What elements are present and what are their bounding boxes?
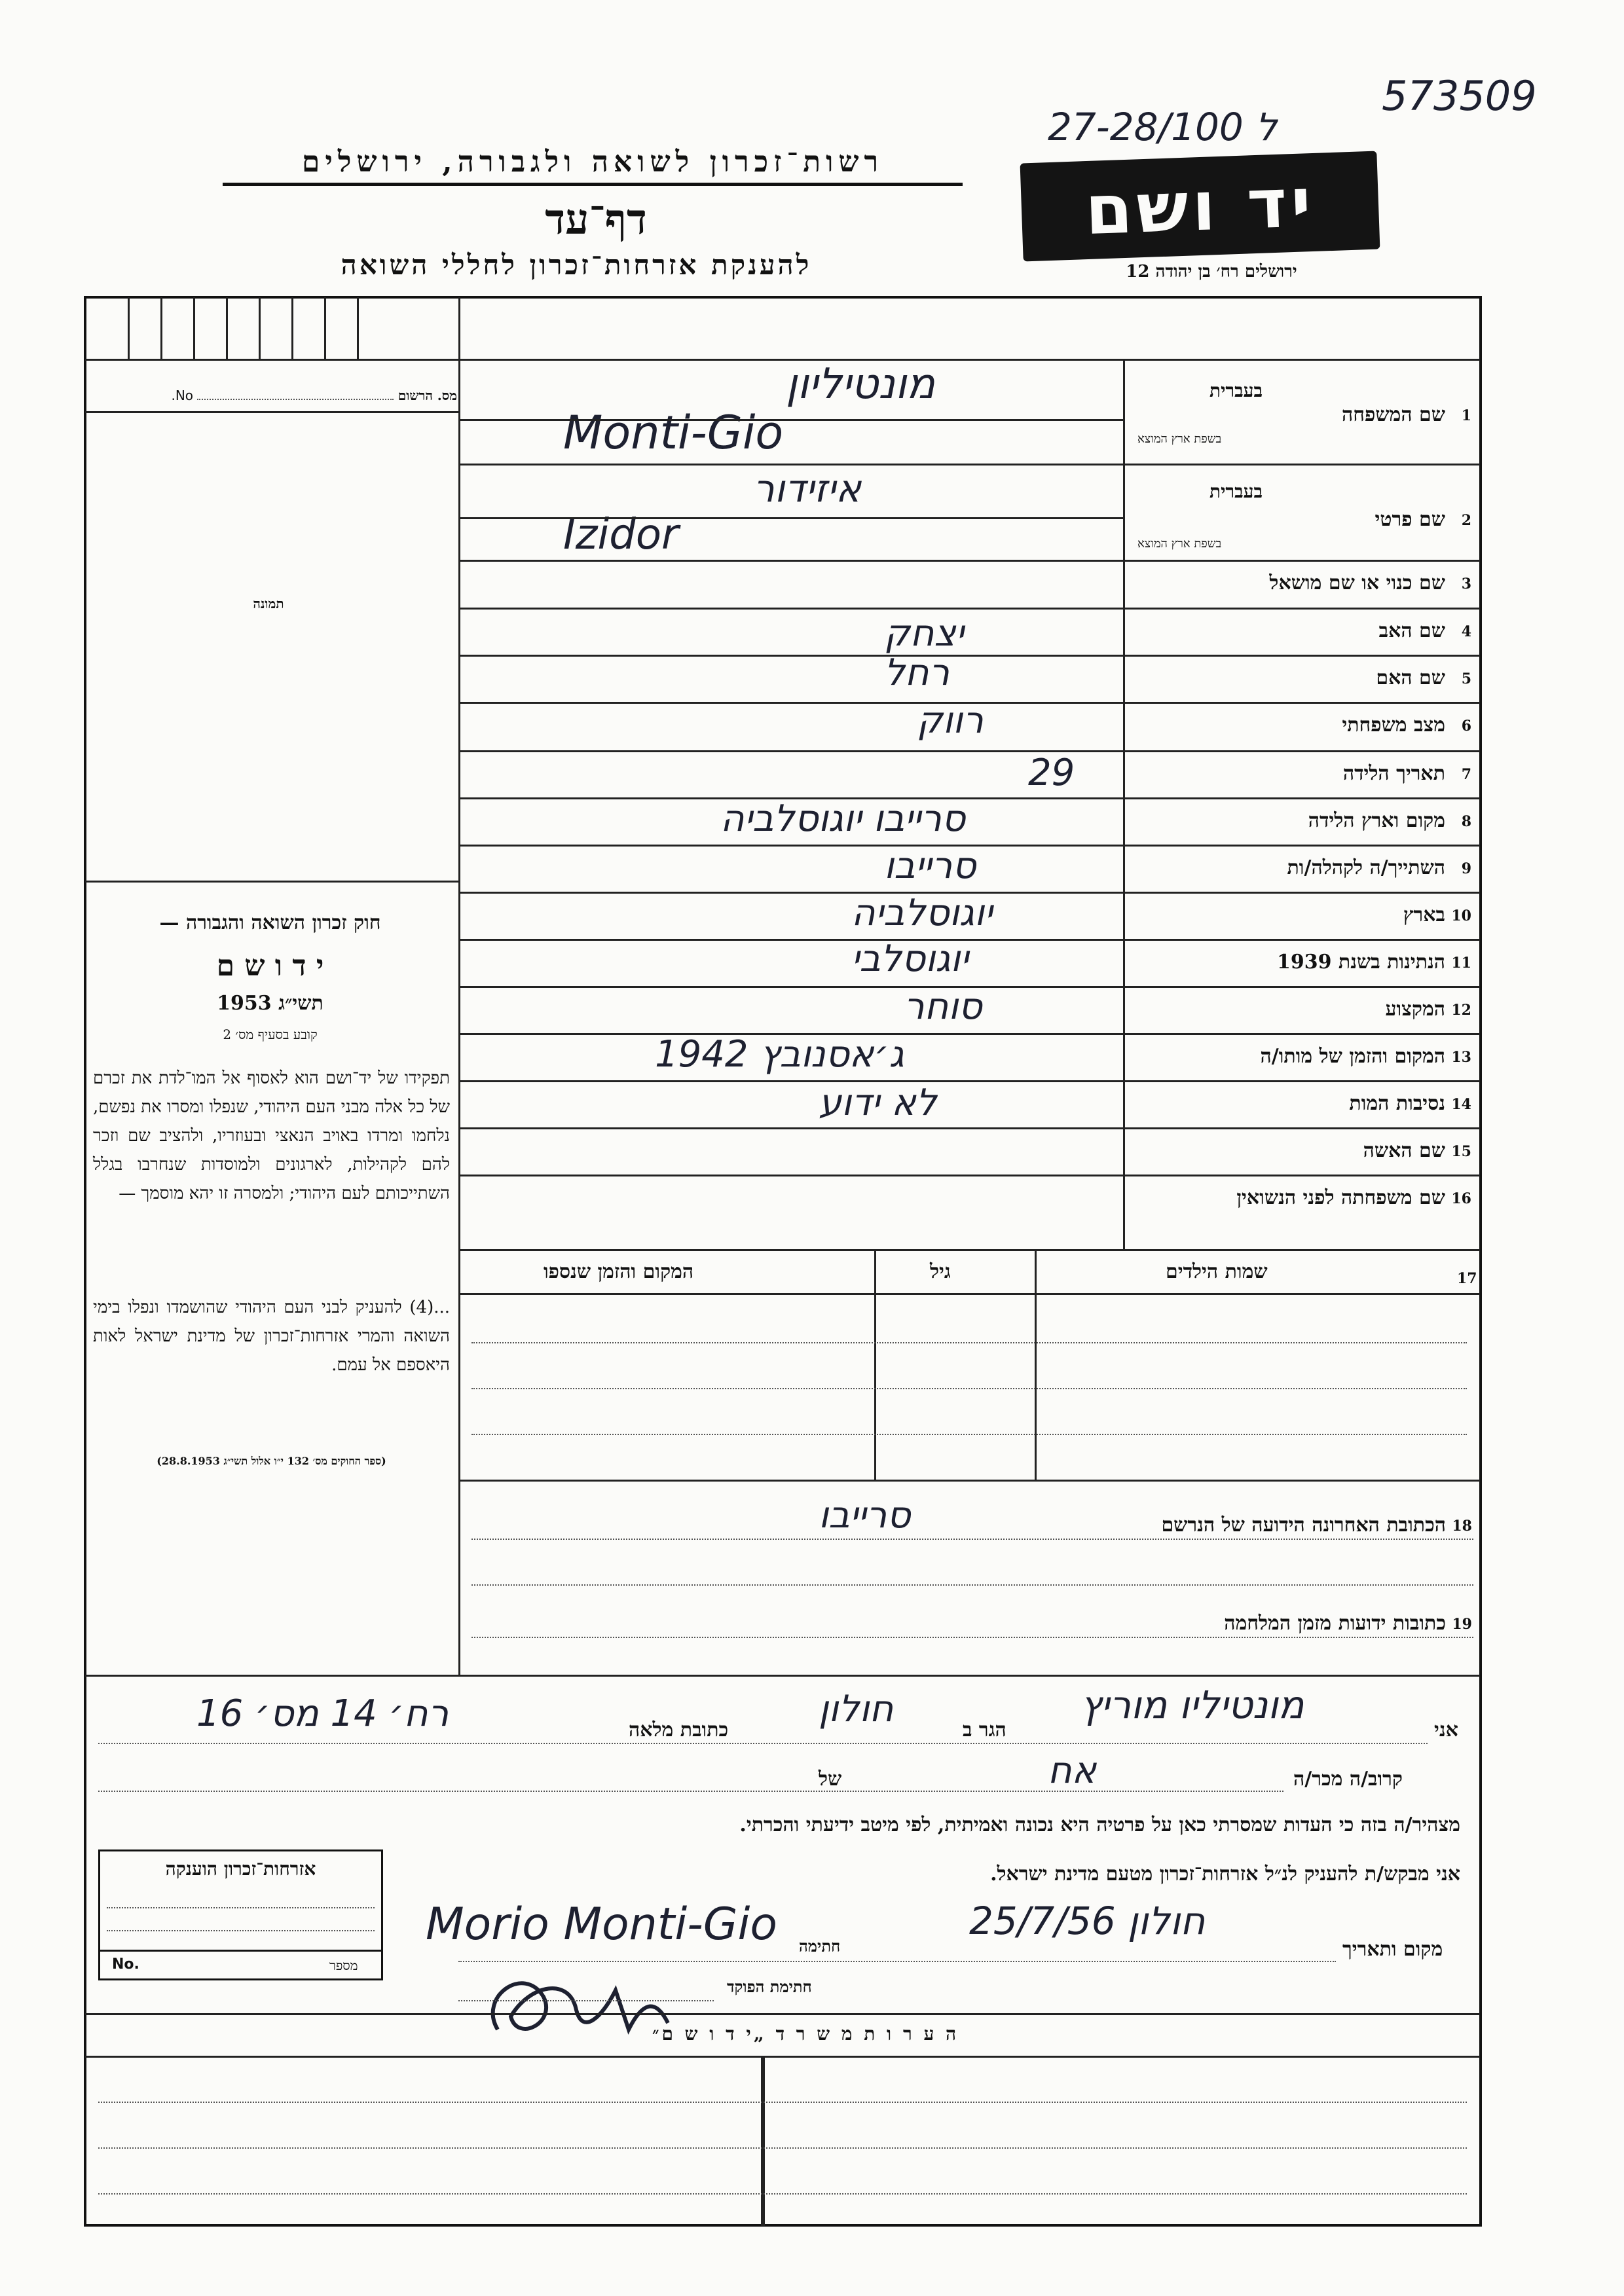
reg-number-blank[interactable] [197,399,394,400]
last-address-value[interactable]: סרייבו [819,1494,911,1537]
relative-value[interactable]: אח [1048,1749,1097,1792]
field-label: בארץ [1403,903,1445,926]
country-value[interactable]: יוגוסלביה [851,892,993,934]
field-citizenship-1939 [1124,940,1478,987]
place-date-label: מקום ותאריך [1342,1938,1443,1961]
table-col-divider [874,1250,876,1480]
line [460,419,1123,421]
field-community [1124,846,1478,893]
death-circumstances-value[interactable]: לא ידוע [819,1082,937,1124]
reference-number: 573509 [1382,72,1537,120]
field-war-addresses [458,1597,1480,1637]
code-boxes [128,297,458,359]
field-number: 9 [1461,860,1471,877]
law-title: חוק זכרון השואה והגבורה — [159,911,381,934]
photo-bottom-line [85,881,458,883]
law-section: קובע בסעיף מס׳ 2 [223,1027,318,1042]
field-number: 17 [1457,1270,1477,1287]
field-father-name [1124,609,1478,656]
field-first-name [1124,465,1478,563]
of-label: של [819,1768,842,1791]
cert-number-label: מספר [329,1958,358,1973]
field-birth-date [1124,752,1478,799]
field-death-circumstances [1124,1082,1478,1129]
field-label: המקום והזמן של מותו/ה [1260,1045,1445,1068]
field-number: 6 [1461,718,1471,735]
cert-box-title: אזרחות־זכרון הוענקה [165,1858,316,1880]
field-number: 7 [1461,766,1471,783]
field-label: שם המשפחה [1341,403,1445,426]
line [460,517,1123,519]
field-number: 2 [1461,512,1471,529]
table-col-divider [1035,1250,1037,1480]
field-number: 1 [1461,407,1471,424]
field-label: שם האב [1378,619,1445,642]
field-number: 15 [1451,1143,1471,1160]
field-number: 3 [1461,575,1471,592]
field-number: 13 [1451,1049,1471,1066]
yad-vashem-logo [1020,151,1380,262]
children-age-header: גיל [930,1260,951,1283]
field-country [1124,893,1478,940]
line [460,1293,1480,1295]
field-label: המקצוע [1385,998,1445,1021]
authority-name: רשות־זכרון לשואה ולגבורה, ירושלים [223,145,963,186]
children-names-header: שמות הילדים [1166,1260,1268,1283]
photo-top-line [85,411,458,413]
field-number: 14 [1451,1096,1471,1113]
field-number: 19 [1452,1616,1472,1633]
field-sub-hebrew: בעברית [1209,481,1263,502]
field-label: הכתובת האחרונה הידועה של הנרשם [1161,1514,1446,1537]
field-label: שם האם [1376,666,1445,689]
field-wife-name [1124,1129,1478,1176]
page-title: דף־עד [545,195,647,244]
declarant-label: אני [1434,1719,1458,1741]
field-number: 18 [1452,1518,1472,1535]
field-label: תאריך הלידה [1342,762,1445,785]
reg-label: מס. הרשום [397,388,457,403]
section-divider [85,2013,1480,2015]
logo-address: ירושלים רח׳ בן יהודה 12 [1126,262,1297,282]
left-column-divider [458,359,460,1675]
row-line [98,2193,1467,2195]
row-line [98,1743,1428,1744]
field-label: מקום וארץ הלידה [1308,809,1445,832]
signature-label: חתימה [799,1937,841,1956]
field-label: כתובות ידועות מזמן המלחמה [1224,1612,1446,1635]
children-place-header: המקום והזמן שנספו [544,1260,694,1283]
cert-no-label: No. [112,1956,139,1973]
law-name: י ד ו ש ם [216,949,324,983]
birth-place-value[interactable]: סרייבו יוגוסלביה [720,797,966,840]
row-line [458,2000,714,2001]
remarks-title: ה ע ר ו ת מ ש ר ד „י ד ו ש ם״ [652,2023,959,2045]
field-label: השתייך/ה לקהלה/ות [1287,856,1445,879]
resides-value[interactable]: חולון [819,1688,894,1730]
field-family-name [1124,360,1478,465]
row-line [471,1584,1473,1586]
registration-number-label [85,388,457,404]
law-text-2: ...(4) להעניק לבני העם היהודי שהושמדו ונפלו בימי השואה והמרי אזרחות־זכרון של מדינת ישראל לאות היאספם אל עמם. [93,1298,450,1375]
citizenship-value[interactable]: יוגוסלבי [851,938,969,980]
line [460,1249,1480,1251]
birth-date-value[interactable]: 29 [1028,752,1075,794]
row-line [98,2102,1467,2103]
field-mother-name [1124,656,1478,703]
citizenship-granted-box [98,1850,383,1980]
field-sub-origin: בשפת ארץ המוצא [1137,432,1222,446]
row-line [471,1342,1467,1343]
row-line [471,1637,1473,1638]
full-address-value[interactable]: רח׳ 14 מס׳ 16 [196,1692,449,1735]
field-number: 5 [1461,670,1471,687]
death-place-value[interactable]: ג׳אסנובץ 1942 [655,1033,904,1076]
mother-name-value[interactable]: רחל [884,651,950,694]
field-marital-status [1124,703,1478,750]
row-line [107,1930,375,1931]
declarant-name-value[interactable]: מונטיליו מוריץ [1080,1683,1304,1727]
file-reference: 27-28/100 ל [1048,105,1278,149]
row-line [471,1388,1467,1389]
field-number: 10 [1451,907,1471,924]
photo-label: תמונה [253,596,284,611]
top-strip-separator [458,297,460,359]
field-occupation [1124,987,1478,1034]
field-number: 11 [1451,955,1471,972]
page-subtitle: להענקת אזרחות־זכרון לחללי השואה [341,249,812,281]
full-address-label: כתובת מלאה [629,1719,729,1741]
law-text-1: תפקידו של יד־ושם הוא לאסוף אל המו־לדת את זכרם של כל אלה מבני העם היהודי, שנפלו ומסרו את נפשם, נלחמו ומרדו באויב הנאצי ובעוזריו, ולהציב שם וזכר להם לקהילות, לארגונים ולמוסדות שנחרבו בגלל השתייכותם לעם היהודי; ולמסרה זו יהא מוסמך — [93,1068,450,1203]
remarks-divider [761,2056,765,2226]
field-number: 12 [1451,1002,1471,1019]
resides-label: הגר ב [963,1719,1006,1741]
field-label: מצב משפחתי [1342,714,1445,737]
field-alias [1124,561,1478,608]
field-label: שם פרטי [1375,508,1445,531]
field-maiden-name [1124,1176,1478,1223]
field-number: 4 [1461,623,1471,640]
section-divider [85,1675,1480,1677]
marital-status-value[interactable]: רווק [917,699,984,742]
field-sub-hebrew: בעברית [1209,380,1263,401]
line [460,1480,1480,1482]
declarant-signature[interactable]: Morio Monti-Gio [426,1899,777,1950]
row-line [98,2147,1467,2149]
row-line [98,1791,1283,1792]
community-value[interactable]: סרייבו [884,845,976,887]
family-name-hebrew-value[interactable]: מונטיליון [786,360,935,409]
law-source: (ספר החוקים מס׳ 132 י״ו אלול תשי״ג 28.8.1953) [157,1455,386,1467]
field-sub-origin: בשפת ארץ המוצא [1137,537,1222,551]
occupation-value[interactable]: סוחר [904,985,982,1028]
logo-text: יד ושם [1083,162,1316,251]
field-number: 8 [1461,813,1471,830]
officer-signature-label: חתימת הפוקד [727,1977,812,1996]
field-label: שם כנוי או שם מושאל [1269,572,1445,594]
father-name-value[interactable]: יצחק [884,612,965,655]
row-line [471,1434,1467,1435]
no-label: No. [171,388,194,403]
field-birth-place [1124,799,1478,846]
relative-label: קרוב/ה מכר/ה [1293,1768,1403,1791]
family-name-latin-value[interactable]: Monti-Gio [563,406,784,460]
declaration-statement: מצהיר/ה בזה כי העדות שמסרתי כאן על פרטיה היא נכונה ואמיתית, לפי מיטב ידיעתי והכרתי. [739,1813,1460,1836]
field-number: 16 [1451,1190,1471,1207]
field-label: שם האשה [1363,1139,1445,1162]
field-label: שם משפחתה לפני הנשואין [1236,1186,1445,1209]
line [100,1950,381,1952]
first-name-hebrew-value[interactable]: איזידור [753,466,861,511]
field-label: נסיבות המות [1349,1092,1445,1115]
line [85,2056,1480,2058]
declaration-request: אני מבקש/ת להעניק לנ״ל אזרחות־זכרון מטעם מדינת ישראל. [990,1863,1460,1886]
field-death-place-time [1124,1034,1478,1082]
field-label: הנתינות בשנת 1939 [1276,951,1445,974]
law-year: תשי״ג 1953 [217,992,323,1015]
row-line [471,1539,1473,1540]
first-name-latin-value[interactable]: Izidor [563,511,679,559]
place-date-value[interactable]: חולון 25/7/56 [969,1899,1206,1943]
row-line [107,1907,375,1908]
